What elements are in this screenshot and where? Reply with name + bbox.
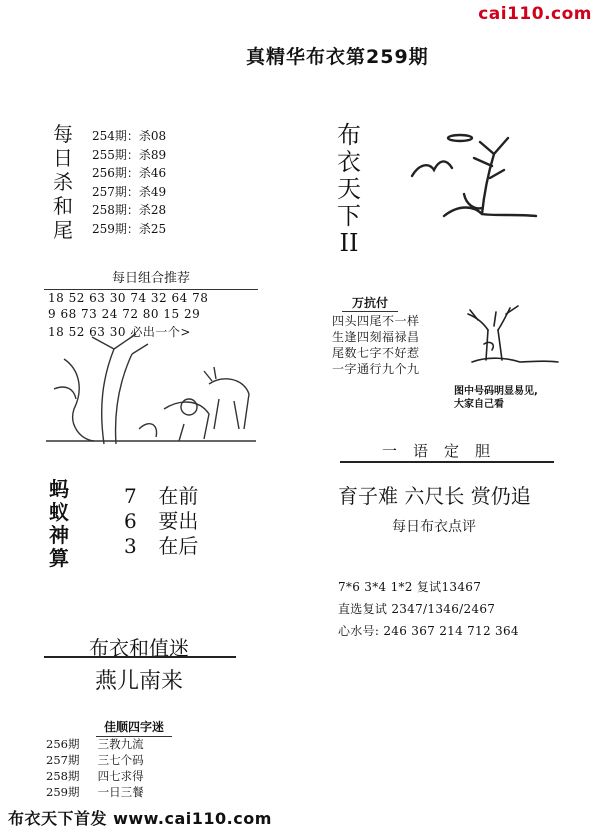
four-word-row — [46, 784, 144, 800]
combo-title: 每日组合推荐 — [44, 267, 258, 290]
list-item: 254期：杀08 — [92, 129, 167, 143]
list-item: 258期：杀28 — [92, 203, 167, 217]
heading-char: 和 — [53, 194, 73, 218]
heading-char: 日 — [53, 146, 73, 170]
divider — [44, 656, 236, 658]
heading-char: 每 — [53, 122, 73, 146]
tree-sketch-illustration — [404, 124, 554, 224]
heading-char: 天 — [337, 175, 361, 203]
divider — [340, 461, 554, 463]
daily-kill-list — [92, 127, 166, 238]
tree-stump-illustration — [448, 300, 560, 376]
heading-char: 神 — [49, 523, 69, 547]
site-logo[interactable]: cai110.com — [478, 4, 592, 24]
poem-line: 尾数七字不好惹 — [332, 346, 420, 360]
heading-char: 下 — [337, 202, 361, 230]
page-title: 真精华布衣第259期 — [246, 46, 429, 68]
footer-link[interactable]: 布衣天下首发 www.cai110.com — [8, 809, 272, 828]
ant-text: 在前 — [158, 484, 199, 508]
period-label: 257期 — [46, 753, 80, 767]
poem-line: 生逢四刻福禄昌 — [332, 330, 420, 344]
stat-line: 7*6 3*4 1*2 复试13467 — [338, 580, 482, 594]
four-word-row — [46, 768, 144, 784]
poem-line: 一字通行九个九 — [332, 362, 420, 376]
one-word-body: 育子难 六尺长 赏仍追 — [338, 484, 531, 508]
riddle-text: 三教九流 — [97, 737, 144, 751]
four-word-title: 佳顺四字迷 — [96, 718, 172, 737]
poem-title: 万抗付 — [342, 294, 398, 312]
list-item: 257期：杀49 — [92, 184, 167, 199]
period-label: 256期 — [46, 737, 80, 751]
list-item: 256期：杀46 — [92, 166, 167, 180]
heading-char: 杀 — [53, 170, 73, 194]
heading-char: 衣 — [337, 148, 361, 176]
ant-text: 要出 — [158, 509, 199, 533]
buyi-heading — [332, 122, 366, 257]
poem-note: 大家自己看 — [454, 399, 504, 410]
ant-row — [124, 530, 198, 559]
poem-line: 四头四尾不一样 — [332, 314, 420, 328]
ant-number: 3 — [124, 534, 137, 558]
list-item: 259期：杀25 — [92, 221, 167, 236]
combo-row: 18 52 63 30 74 32 64 78 — [48, 291, 209, 305]
heading-char: 算 — [49, 546, 69, 570]
daily-comment: 每日布衣点评 — [392, 519, 476, 535]
riddle-text: 一日三餐 — [97, 785, 144, 799]
ant-text: 在后 — [158, 534, 199, 558]
four-word-row — [46, 752, 144, 768]
stat-line: 心水号: 246 367 214 712 364 — [338, 624, 519, 638]
heading-char: 蚂 — [49, 477, 69, 501]
one-word-title: 一语定胆 — [382, 442, 507, 460]
period-label: 259期 — [46, 785, 80, 799]
heading-char: 布 — [337, 121, 361, 149]
ant-heading — [44, 478, 74, 570]
riddle-text: 四七求得 — [97, 769, 144, 783]
ant-number: 6 — [124, 509, 137, 533]
combo-row: 18 52 63 30 必出一个> — [48, 325, 191, 339]
riddle-answer: 燕儿南来 — [94, 669, 183, 694]
daily-kill-heading — [46, 122, 80, 242]
four-word-row — [46, 736, 144, 752]
heading-char: 蚁 — [49, 500, 69, 524]
heading-char: II — [339, 229, 359, 257]
heading-char: 尾 — [53, 218, 73, 242]
riddle-title: 布衣和值迷 — [89, 636, 189, 660]
period-label: 258期 — [46, 769, 80, 783]
riddle-text: 三七个码 — [97, 753, 144, 767]
combo-panel — [44, 267, 258, 447]
ant-number: 7 — [124, 484, 137, 508]
stat-line: 直选复试 2347/1346/2467 — [338, 602, 496, 616]
list-item: 255期：杀89 — [92, 147, 167, 162]
bamboo-animals-illustration — [44, 329, 258, 447]
combo-row: 9 68 73 24 72 80 15 29 — [48, 307, 201, 321]
poem-note: 图中号码明显易见, — [454, 386, 538, 397]
